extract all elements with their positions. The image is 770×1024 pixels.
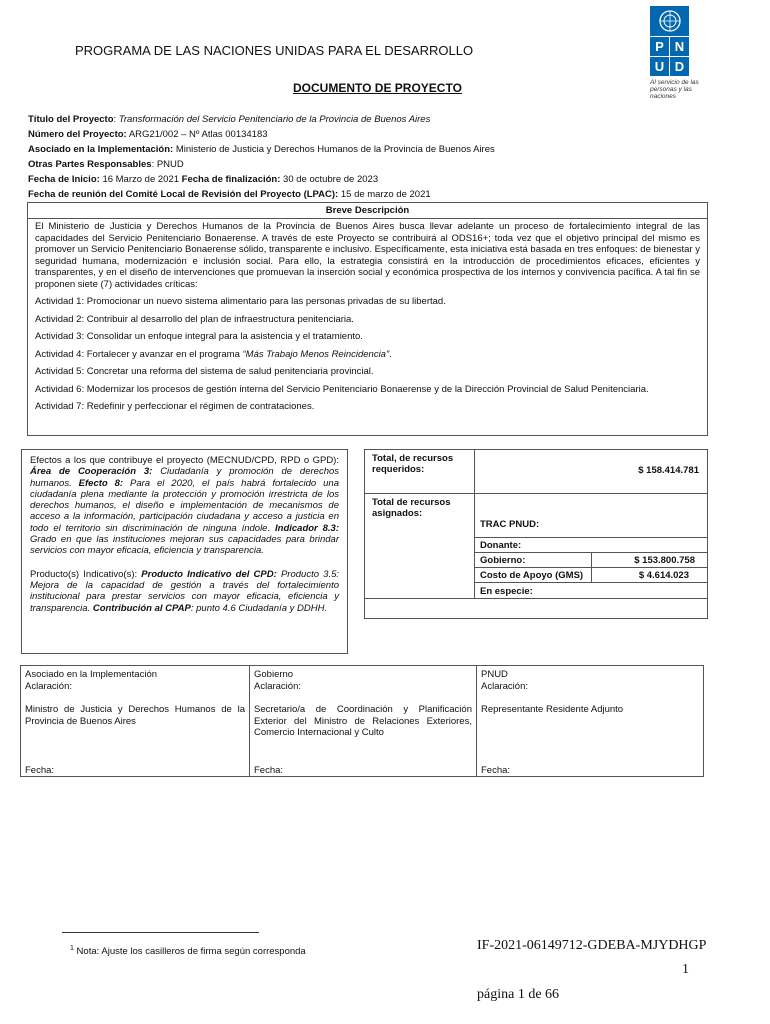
brief-intro: El Ministerio de Justicia y Derechos Humanos de la Provincia de Buenos Aires busca llevar adelante un proceso de fortalecimiento integral de las capacidades del Servicio Penitenciario Bonaerense. A través de este Proyecto se contribuirá al ODS16+; toda vez que el objetivo principal del mismo es promover un Servicio Penitenciario Bonaerense sólido, transparente e inclusivo. Específicamente, esta iniciativa está basada en tres enfoques: de bienestar y seguridad humana, modernización e inclusión social. Para ello, la estrategia consistirá en la introducción de procedimientos eficaces, eficientes y transparentes, y en el diseño de intervenciones que promuevan la inserción social y económica prospectiva de los internos y convivencia pacífica. A tal fin se proponen siete (7) actividades críticas:: [35, 221, 700, 290]
project-title-line: Título del Proyecto: Transformación del Servicio Penitenciario de la Provincia de Buenos Aires: [28, 114, 431, 125]
total-required-value-cell: $ 158.414.781: [474, 449, 708, 494]
logo-tagline: Al servicio de las personas y las naciones: [650, 79, 699, 100]
activity-4: Actividad 4: Fortalecer y avanzar en el programa “Más Trabajo Menos Reincidencia”.: [35, 348, 392, 360]
total-assigned-value-cell: TRAC PNUD: Donante: Gobierno: $ 153.800.758 Costo de Apoyo (GMS) $ 4.614.023 En especie:: [474, 493, 708, 599]
signature-column-undp: PNUD Aclaración: Representante Residente Adjunto Fecha:: [481, 669, 624, 776]
signature-table: [20, 665, 704, 777]
effects-paragraph: Efectos a los que contribuye el proyecto (MECNUD/CPD, RPD o GPD): Área de Cooperación 3: Ciudadanía y promoción de derechos humanos. Efecto 8: Para el 2020, el país habrá fortalecido una ciudadanía plena mediante la protección y promoción irrestricta de los derechos humanos, el diseño e implementación de mecanismos de acceso a la información, participación ciudadana y acceso a justicia en todo el territorio sin discriminación de ninguna índole. Indicador 8.3: Grado en que las instituciones mejoran sus capacidades para brindar servicios con mayor eficacia, eficiencia y transparencia.: [30, 455, 340, 557]
activity-3: Actividad 3: Consolidar un enfoque integral para la asistencia y el tratamiento.: [35, 331, 363, 342]
page-count: página 1 de 66: [477, 987, 560, 1002]
activity-7: Actividad 7: Redefinir y perfeccionar el régimen de contrataciones.: [35, 401, 315, 412]
effects-box: [21, 449, 348, 654]
un-emblem-icon: [650, 6, 689, 36]
outputs-paragraph: Producto(s) Indicativo(s): Producto Indicativo del CPD: Producto 3.5: Mejora de la capacidad de gestión a través del fortalecimiento institucional para prestar servicios con mayor eficacia, eficiencia y transparencia. Contribución al CPAP: punto 4.6 Ciudadanía y DDHH.: [30, 568, 340, 614]
brief-header: Breve Descripción: [28, 203, 707, 219]
total-required-label-cell: Total, de recursos requeridos:: [364, 449, 475, 494]
org-title: PROGRAMA DE LAS NACIONES UNIDAS PARA EL DESARROLLO: [75, 43, 474, 58]
footnote-rule: [62, 932, 259, 933]
brief-description-box: [27, 202, 708, 436]
activity-1: Actividad 1: Promocionar un nuevo sistema alimentario para las personas privadas de su libertad.: [35, 296, 446, 307]
total-assigned-label-cell: Total de recursos asignados:: [364, 493, 475, 599]
logo-letter: P: [650, 37, 669, 56]
logo-letter: N: [670, 37, 689, 56]
implementing-partner-line: Asociado en la Implementación: Ministerio de Justicia y Derechos Humanos de la Provincia de Buenos Aires: [28, 144, 495, 155]
activity-6: Actividad 6: Modernizar los procesos de gestión interna del Servicio Penitenciario Bonaerense y de la Dirección Provincial de Salud Penitenciaria.: [35, 383, 649, 395]
footnote: $^1$ Nota: Ajuste los casilleros de firma según corresponda: [70, 945, 306, 958]
document-title: DOCUMENTO DE PROYECTO: [293, 81, 462, 95]
lpac-date-line: Fecha de reunión del Comité Local de Revisión del Proyecto (LPAC): 15 de marzo de 2021: [28, 189, 431, 200]
other-parties-line: Otras Partes Responsables: PNUD: [28, 159, 184, 170]
logo-letter: U: [650, 57, 669, 76]
undp-logo: [650, 6, 699, 100]
resources-empty-row: [364, 598, 708, 619]
page-number: 1: [682, 962, 689, 977]
dates-line: Fecha de Inicio: 16 Marzo de 2021 Fecha de finalización: 30 de octubre de 2023: [28, 174, 379, 185]
signature-column-partner: Asociado en la Implementación Aclaración: Ministro de Justicia y Derechos Humanos de la Provincia de Buenos Aires Fecha:: [25, 669, 245, 776]
resources-table: [364, 449, 708, 619]
project-number-line: Número del Proyecto: ARG21/002 – Nº Atlas 00134183: [28, 129, 268, 140]
activity-5: Actividad 5: Concretar una reforma del sistema de salud penitenciaria provincial.: [35, 366, 374, 377]
signature-column-government: Gobierno Aclaración: Secretario/a de Coordinación y Planificación Exterior del Ministro de Relaciones Exteriores, Comercio Internacional y Culto Fecha:: [254, 669, 472, 776]
document-id: IF-2021-06149712-GDEBA-MJYDHGP: [477, 938, 707, 953]
logo-letter: D: [670, 57, 689, 76]
activity-2: Actividad 2: Contribuir al desarrollo del plan de infraestructura penitenciaria.: [35, 313, 354, 325]
